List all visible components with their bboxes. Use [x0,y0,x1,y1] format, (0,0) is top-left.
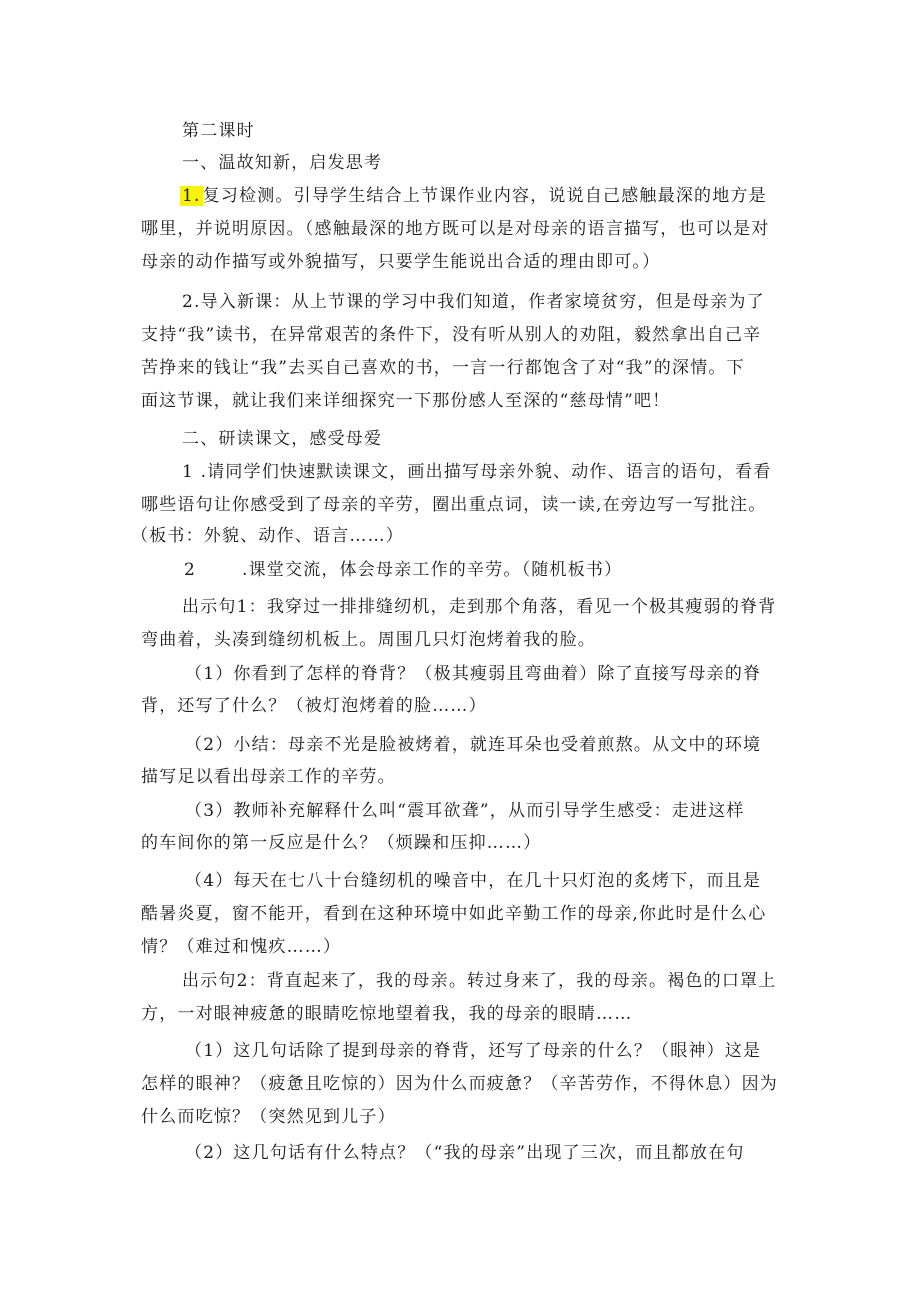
intro-paragraph-line-3: 苦挣来的钱让“我”去买自己喜欢的书，一言一行都饱含了对“我”的深情。下 [141,358,745,378]
question-three-line-1: （3）教师补充解释什么叫“震耳欲聋”，从而引导学生感受：走进这样 [185,801,745,821]
eyes-question-one-line-2: 怎样的眼神？（疲惫且吃惊的）因为什么而疲惫？（辛苦劳作，不得休息）因为 [141,1074,778,1094]
question-two-line-1: （2）小结：母亲不光是脸被烤着，就连耳朵也受着煎熬。从文中的环境 [185,735,762,755]
review-paragraph-line-1 [180,184,767,208]
eyes-question-one-line-1: （1）这几句话除了提到母亲的脊背，还写了母亲的什么？（眼神）这是 [185,1041,762,1061]
intro-paragraph-line-4: 面这节课，就让我们来详细探究一下那份感人至深的“慈母情”吧！ [141,391,671,411]
question-one-line-2: 背，还写了什么？（被灯泡烤着的脸……） [141,696,487,716]
question-two-line-2: 描写足以看出母亲工作的辛劳。 [141,767,396,787]
eyes-question-two-line-1: （2）这几句话有什么特点？（“我的母亲”出现了三次，而且都放在句 [185,1143,745,1163]
section-one-heading: 一、温故知新，启发思考 [182,153,383,173]
question-one-line-1: （1）你看到了怎样的脊背？（极其瘦弱且弯曲着）除了直接写母亲的脊 [185,664,762,684]
task-one-line-3: （板书：外貌、动作、语言……） [131,526,404,546]
example-one-line-1: 出示句1：我穿过一排排缝纫机，走到那个角落，看见一个极其瘦弱的脊背 [182,597,777,617]
example-two-line-1: 出示句2：背直起来了，我的母亲。转过身来了，我的母亲。褐色的口罩上 [182,971,777,991]
task-two-number: 2 [184,560,197,580]
section-two-heading: 二、研读课文，感受母爱 [182,429,383,449]
task-one-line-2: 哪些语句让你感受到了母亲的辛劳，圈出重点词，读一读,在旁边写一写批注。 [141,495,767,515]
review-paragraph-line-3: 母亲的动作描写或外貌描写，只要学生能说出合适的理由即可。） [141,252,661,272]
task-two-text: .课堂交流，体会母亲工作的辛劳。（随机板书） [242,560,623,580]
highlighted-item-number: 1. [182,186,201,206]
question-four-line-1: （4）每天在七八十台缝纫机的噪音中，在几十只灯泡的炙烤下，而且是 [185,871,762,891]
question-four-line-3: 情？（难过和愧疚……） [141,937,342,957]
question-four-line-2: 酷暑炎夏，窗不能开，看到在这种环境中如此辛勤工作的母亲,你此时是什么心 [141,904,767,924]
question-three-line-2: 的车间你的第一反应是什么？（烦躁和压抑……） [141,833,542,853]
example-one-line-2: 弯曲着，头凑到缝纫机板上。周围几只灯泡烤着我的脸。 [141,630,596,650]
lesson-title: 第二课时 [182,121,255,141]
eyes-question-one-line-3: 什么而吃惊？（突然见到儿子） [141,1107,396,1127]
intro-paragraph-line-2: 支持“我”读书，在异常艰苦的条件下，没有听从别人的劝阻，毅然拿出自己辛 [141,325,762,345]
review-paragraph-text: 复习检测。引导学生结合上节课作业内容，说说自己感触最深的地方是 [202,186,767,206]
review-paragraph-line-2: 哪里，并说明原因。（感触最深的地方既可以是对母亲的语言描写，也可以是对 [141,219,770,239]
intro-paragraph-line-1: 2.导入新课：从上节课的学习中我们知道，作者家境贫穷，但是母亲为了 [182,292,765,312]
example-two-line-2: 方，一对眼神疲惫的眼睛吃惊地望着我，我的母亲的眼睛…… [141,1004,633,1024]
task-one-line-1: 1 .请同学们快速默读课文，画出描写母亲外貌、动作、语言的语句，看看 [182,462,772,482]
